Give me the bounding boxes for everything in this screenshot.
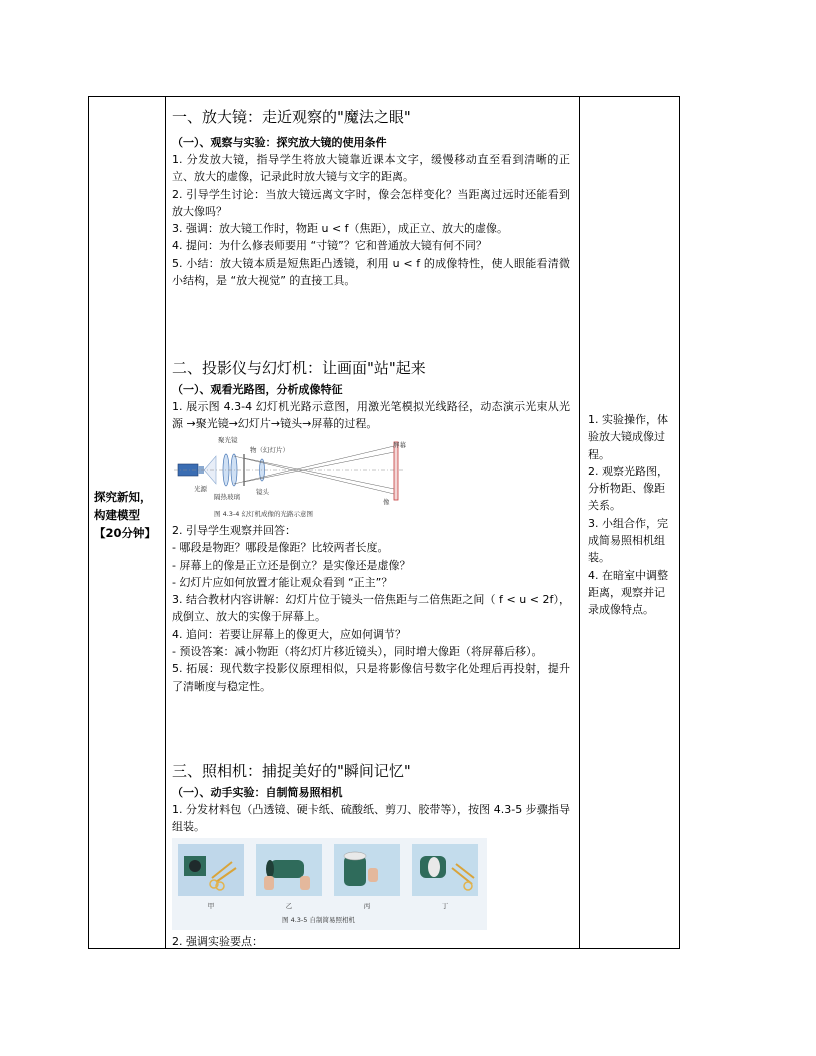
figure-label: 物（幻灯片）	[250, 446, 289, 454]
section-subtitle: （一）、观察与实验：探究放大镜的使用条件	[172, 136, 387, 149]
figure-label: 镜头	[256, 488, 269, 496]
list-item: 3. 结合教材内容讲解：幻灯片位于镜头一倍焦距与二倍焦距之间（ f < u < 2f），成倒立、放大的实像于屏幕上。	[172, 593, 570, 624]
section-subtitle: （一）、动手实验：自制简易照相机	[172, 786, 343, 799]
section-subtitle: （一）、观看光路图，分析成像特征	[172, 383, 343, 396]
activity-item: 1. 实验操作，体验放大镜成像过程。	[588, 413, 668, 461]
list-item: 2. 引导学生讨论：当放大镜远离文字时，像会怎样变化？当距离过远时还能看到放大像吗？	[172, 187, 570, 218]
list-item: 5. 小结：放大镜本质是短焦距凸透镜，利用 u < f 的成像特性，使人眼能看清微小结构，是 “放大视觉” 的直接工具。	[172, 256, 570, 288]
phase-label: 探究新知，构建模型【20分钟】	[94, 490, 157, 540]
lesson-plan-table	[88, 96, 680, 949]
list-item: 2. 强调实验要点：	[172, 935, 263, 948]
figure-label: 隔热玻璃	[214, 493, 240, 501]
section-title: 三、照相机：捕捉美好的"瞬间记忆"	[172, 762, 411, 780]
list-item: 1. 展示图 4.3-4 幻灯机光路示意图，用激光笔模拟光线路径，动态演示光束从光源 →聚光镜→幻灯片→镜头→屏幕的过程。	[172, 400, 570, 431]
activity-item: 4. 在暗室中调整距离，观察并记录成像特点。	[588, 568, 668, 617]
panel-label: 乙	[285, 902, 293, 910]
list-item: - 预设答案：减小物距（将幻灯片移近镜头），同时增大像距（将屏幕后移）。	[172, 645, 543, 659]
phase-column	[89, 97, 165, 948]
content-column	[166, 97, 579, 948]
list-item: 1. 分发材料包（凸透镜、硬卡纸、硫酸纸、剪刀、胶带等），按图 4.3-5 步骤指导组装。	[172, 803, 570, 834]
list-item: 4. 提问：为什么修表师要用 “寸镜”？它和普通放大镜有何不同？	[172, 239, 487, 253]
projector-light-path-figure	[174, 434, 414, 524]
figure-label: 屏幕	[393, 441, 406, 449]
homemade-camera-figure	[172, 838, 487, 930]
figure-caption: 图 4.3-5 自制简易照相机	[282, 916, 355, 924]
figure-label: 聚光镜	[218, 436, 238, 444]
panel-label: 甲	[207, 902, 215, 910]
activity-list	[588, 411, 674, 619]
list-item: 3. 强调：放大镜工作时，物距 u < f（焦距），成正立、放大的虚像。	[172, 222, 509, 236]
section-body	[172, 522, 570, 695]
list-item: 1. 分发放大镜，指导学生将放大镜靠近课本文字，缓慢移动直至看到清晰的正立、放大的虚像，记录此时放大镜与文字的距离。	[172, 153, 570, 184]
figure-label: 光源	[194, 485, 207, 493]
activity-item: 3. 小组合作，完成简易照相机组装。	[588, 516, 668, 565]
student-activity-column	[580, 97, 679, 948]
figure-label: 像	[383, 498, 390, 506]
activity-item: 2. 观察光路图，分析物距、像距关系。	[588, 464, 668, 513]
section-title: 二、投影仪与幻灯机：让画面"站"起来	[172, 359, 426, 377]
figure-caption: 图 4.3-4 幻灯机成像的光路示意图	[214, 510, 313, 518]
section-title: 一、放大镜：走近观察的"魔法之眼"	[172, 108, 411, 126]
list-item: 4. 追问：若要让屏幕上的像更大，应如何调节？	[172, 627, 406, 641]
list-item: 2. 引导学生观察并回答：	[172, 524, 296, 537]
panel-label: 丙	[363, 902, 371, 910]
list-item: - 屏幕上的像是正立还是倒立？是实像还是虚像？	[172, 558, 411, 572]
section-body	[172, 151, 570, 289]
list-item: 5. 拓展：现代数字投影仪原理相似，只是将影像信号数字化处理后再投射，提升了清晰度与稳定性。	[172, 662, 570, 693]
list-item: - 哪段是物距？哪段是像距？比较两者长度。	[172, 541, 389, 555]
panel-label: 丁	[441, 902, 449, 910]
list-item: - 幻灯片应如何放置才能让观众看到 “正主”？	[172, 575, 393, 589]
